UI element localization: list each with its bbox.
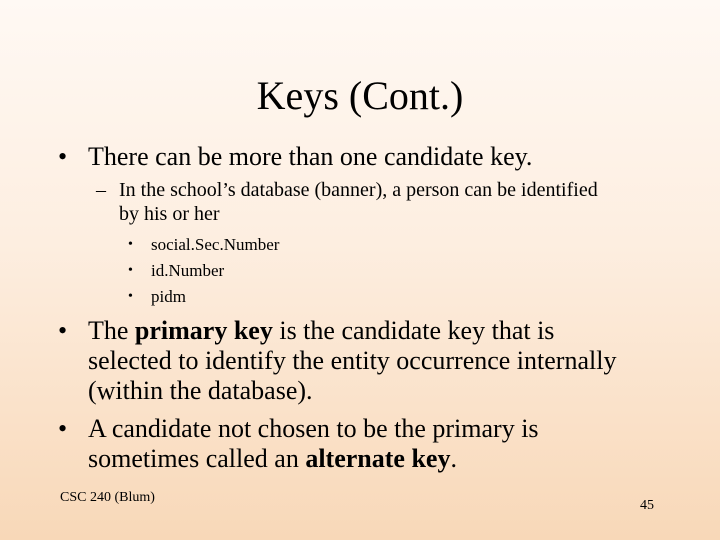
text-pre: The <box>88 316 135 345</box>
term-primary-key: primary key <box>134 316 273 345</box>
bullet-marker: • <box>128 289 133 304</box>
identifier-item <box>128 287 186 307</box>
bullet-text: There can be more than one candidate key. <box>88 142 533 171</box>
bullet-alternate-key <box>58 414 638 474</box>
footer-course: CSC 240 (Blum) <box>60 490 155 505</box>
bullet-text <box>88 414 638 474</box>
bullet-marker: • <box>58 142 68 171</box>
bullet-marker: • <box>128 263 133 278</box>
bullet-primary-key <box>58 316 638 406</box>
bullet-marker: • <box>128 237 133 252</box>
sub-bullet-text: In the school’s database (banner), a person can be identified by his or her <box>119 179 598 225</box>
bullet-marker: • <box>58 316 68 345</box>
slide-title: Keys (Cont.) <box>256 73 464 118</box>
identifier-text: social.Sec.Number <box>151 235 280 254</box>
term-alternate-key: alternate key <box>305 444 451 473</box>
bullet-text <box>88 316 638 406</box>
text-pre: A candidate not chosen to be the primary is sometimes called an <box>88 414 539 473</box>
identifier-item <box>128 261 224 281</box>
text-post: is the candidate key that is selected to identify the entity occurrence internally (within the database). <box>88 316 617 405</box>
text-post: . <box>450 444 457 473</box>
identifier-item <box>128 235 279 255</box>
page-number: 45 <box>640 498 654 513</box>
dash-marker: – <box>96 179 106 201</box>
identifier-text: pidm <box>151 287 186 306</box>
bullet-marker: • <box>58 414 68 443</box>
sub-bullet-banner <box>96 178 616 226</box>
identifier-text: id.Number <box>151 261 225 280</box>
bullet-candidate-keys <box>58 142 698 172</box>
